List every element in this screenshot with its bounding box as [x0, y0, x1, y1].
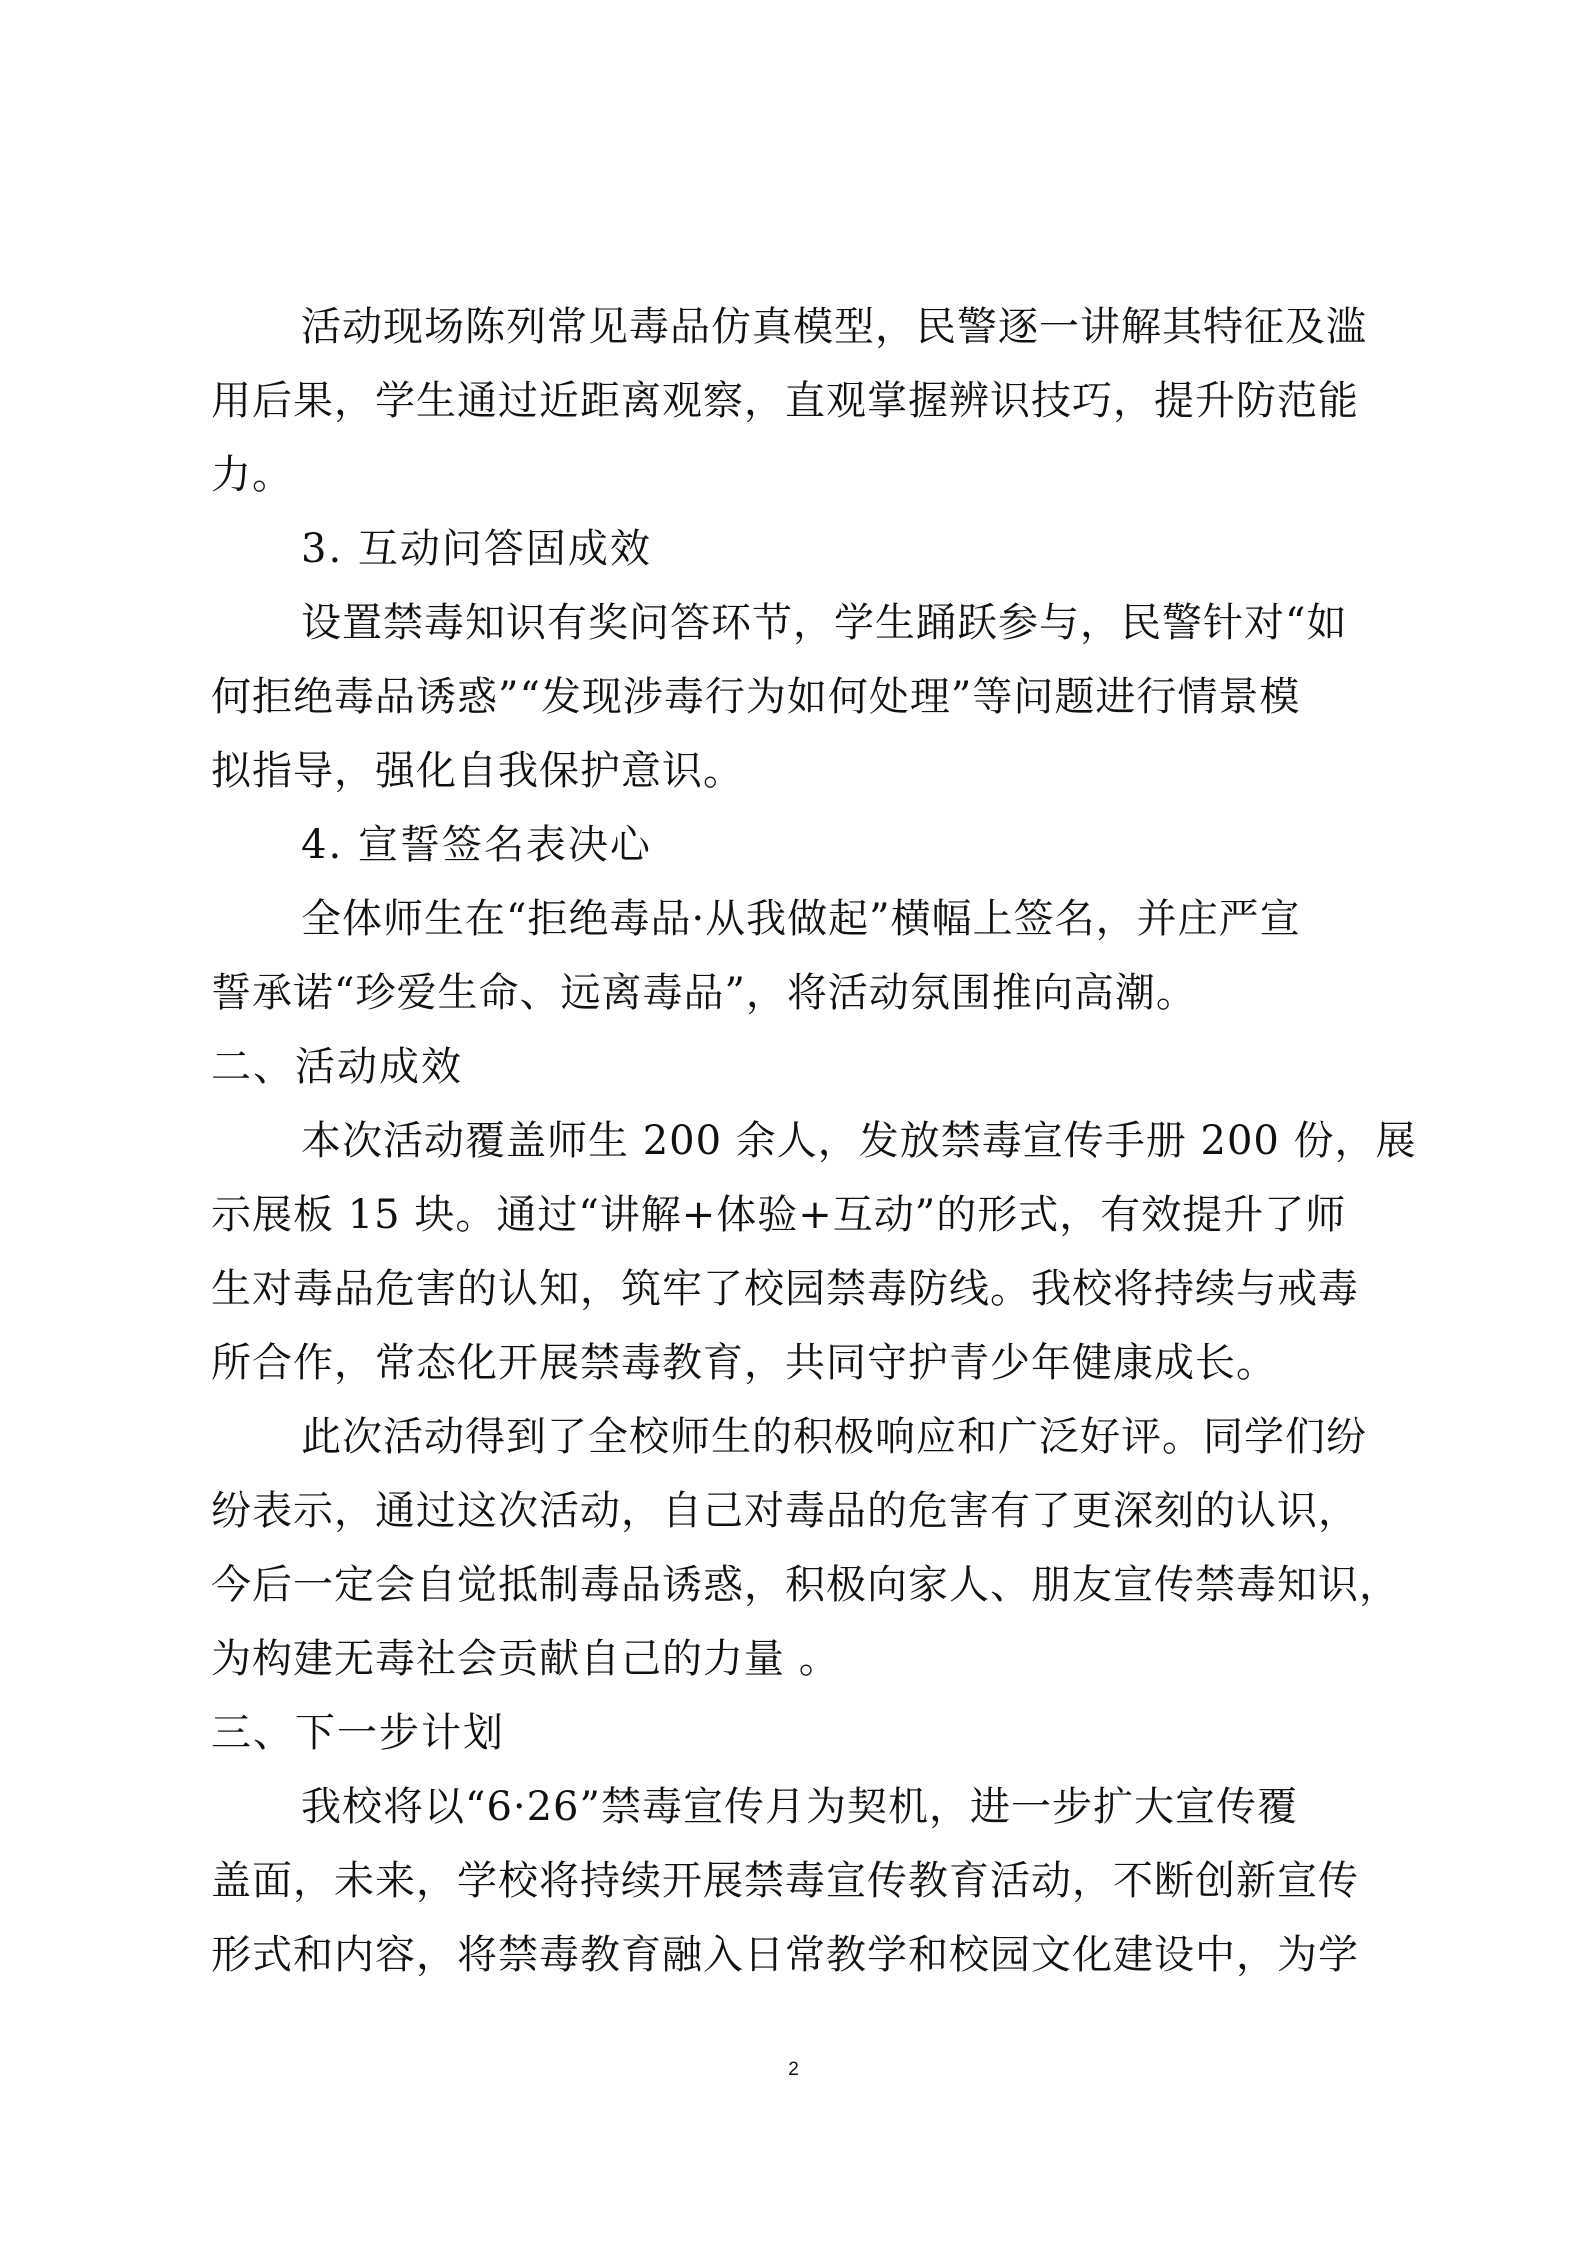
subheading-interactive-qa: 3. 互动问答固成效 [301, 526, 652, 572]
paragraph-line: 拟指导，强化自我保护意识。 [211, 748, 744, 794]
paragraph-line: 示展板 15 块。通过“讲解+体验+互动”的形式，有效提升了师 [211, 1192, 1347, 1238]
paragraph-line: 纷表示，通过这次活动，自己对毒品的危害有了更深刻的认识， [211, 1488, 1359, 1534]
paragraph-line: 我校将以“6·26”禁毒宣传月为契机，进一步扩大宣传覆 [301, 1784, 1298, 1830]
paragraph-line: 用后果，学生通过近距离观察，直观掌握辨识技巧，提升防范能 [211, 378, 1359, 424]
paragraph-line: 誓承诺“珍爱生命、远离毒品”，将活动氛围推向高潮。 [211, 970, 1197, 1016]
paragraph-line: 所合作，常态化开展禁毒教育，共同守护青少年健康成长。 [211, 1340, 1277, 1386]
paragraph-line: 何拒绝毒品诱惑”“发现涉毒行为如何处理”等问题进行情景模 [211, 674, 1301, 720]
paragraph-line: 今后一定会自觉抵制毒品诱惑，积极向家人、朋友宣传禁毒知识， [211, 1562, 1400, 1608]
subheading-pledge-signing: 4. 宣誓签名表决心 [301, 822, 652, 868]
paragraph-line: 形式和内容，将禁毒教育融入日常教学和校园文化建设中，为学 [211, 1932, 1359, 1978]
paragraph-line: 为构建无毒社会贡献自己的力量 。 [211, 1636, 840, 1682]
paragraph-line: 本次活动覆盖师生 200 余人，发放禁毒宣传手册 200 份，展 [301, 1118, 1417, 1164]
paragraph-line: 全体师生在“拒绝毒品·从我做起”横幅上签名，并庄严宣 [301, 896, 1301, 942]
page-number: 2 [788, 2059, 799, 2080]
paragraph-line: 活动现场陈列常见毒品仿真模型，民警逐一讲解其特征及滥 [301, 304, 1367, 350]
paragraph-line: 此次活动得到了全校师生的积极响应和广泛好评。同学们纷 [301, 1414, 1367, 1460]
paragraph-line: 设置禁毒知识有奖问答环节，学生踊跃参与，民警针对“如 [301, 600, 1348, 646]
paragraph-line: 生对毒品危害的认知，筑牢了校园禁毒防线。我校将持续与戒毒 [211, 1266, 1359, 1312]
paragraph-line: 盖面，未来，学校将持续开展禁毒宣传教育活动，不断创新宣传 [211, 1858, 1359, 1904]
section-heading-next-plan: 三、下一步计划 [211, 1710, 505, 1756]
paragraph-line: 力。 [211, 452, 293, 498]
section-heading-results: 二、活动成效 [211, 1044, 463, 1090]
